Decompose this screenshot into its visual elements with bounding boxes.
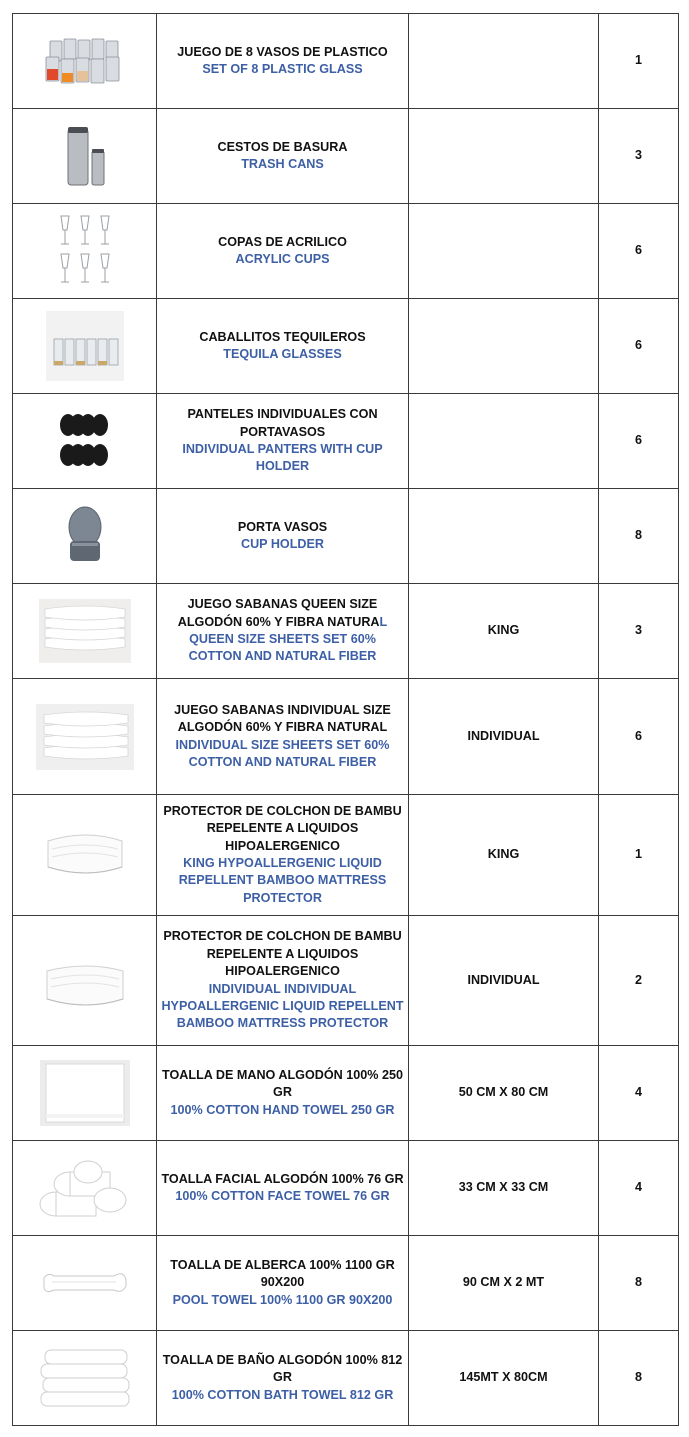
mattress-protector-individual-image bbox=[43, 959, 127, 1015]
image-cell bbox=[13, 299, 157, 394]
description-en: ACRYLIC CUPS bbox=[235, 252, 330, 266]
quantity-cell: 1 bbox=[599, 14, 679, 109]
size-cell bbox=[409, 299, 599, 394]
description-cell bbox=[157, 1331, 409, 1426]
quantity-cell: 3 bbox=[599, 584, 679, 679]
table-row bbox=[13, 1141, 679, 1236]
sheets-individual-image bbox=[36, 704, 134, 770]
description-cell bbox=[157, 679, 409, 795]
size-cell: 145MT X 80CM bbox=[409, 1331, 599, 1426]
quantity-cell: 8 bbox=[599, 1331, 679, 1426]
mattress-protector-king-image bbox=[44, 827, 126, 883]
description-en: TEQUILA GLASSES bbox=[223, 347, 342, 361]
description-cell bbox=[157, 109, 409, 204]
description-cell bbox=[157, 1141, 409, 1236]
image-cell bbox=[13, 679, 157, 795]
description-es: CESTOS DE BASURA bbox=[217, 139, 348, 154]
table-row bbox=[13, 299, 679, 394]
image-cell bbox=[13, 14, 157, 109]
quantity-cell: 6 bbox=[599, 204, 679, 299]
image-cell bbox=[13, 1331, 157, 1426]
table-row bbox=[13, 1236, 679, 1331]
inventory-table bbox=[12, 13, 679, 1426]
description-cell bbox=[157, 1046, 409, 1141]
description-en: 100% COTTON FACE TOWEL 76 GR bbox=[175, 1189, 390, 1203]
quantity-cell: 1 bbox=[599, 795, 679, 916]
size-cell bbox=[409, 394, 599, 489]
description-es: PORTA VASOS bbox=[237, 519, 328, 534]
table-row bbox=[13, 795, 679, 916]
size-cell: KING bbox=[409, 584, 599, 679]
image-cell bbox=[13, 489, 157, 584]
description-en: INDIVIDUAL PANTERS WITH CUP HOLDER bbox=[182, 442, 383, 474]
description-cell bbox=[157, 584, 409, 679]
size-cell: KING bbox=[409, 795, 599, 916]
quantity-cell: 4 bbox=[599, 1046, 679, 1141]
table-row bbox=[13, 679, 679, 795]
size-cell: INDIVIDUAL bbox=[409, 916, 599, 1046]
description-cell bbox=[157, 1236, 409, 1331]
sheets-queen-image bbox=[39, 599, 131, 663]
description-en: POOL TOWEL 100% 1100 GR 90X200 bbox=[172, 1292, 393, 1307]
hand-towel-image bbox=[40, 1060, 130, 1126]
image-cell bbox=[13, 1046, 157, 1141]
image-cell bbox=[13, 109, 157, 204]
description-es bbox=[161, 596, 404, 631]
trash-cans-image bbox=[60, 121, 110, 191]
quantity-cell: 6 bbox=[599, 299, 679, 394]
description-en: 100% COTTON BATH TOWEL 812 GR bbox=[171, 1387, 394, 1402]
size-cell bbox=[409, 204, 599, 299]
description-cell bbox=[157, 394, 409, 489]
image-cell bbox=[13, 795, 157, 916]
size-cell: 50 CM X 80 CM bbox=[409, 1046, 599, 1141]
quantity-cell: 3 bbox=[599, 109, 679, 204]
description-es: CABALLITOS TEQUILEROS bbox=[199, 329, 366, 344]
description-cell bbox=[157, 795, 409, 916]
quantity-cell: 6 bbox=[599, 679, 679, 795]
table-row bbox=[13, 394, 679, 489]
table-row bbox=[13, 489, 679, 584]
image-cell bbox=[13, 394, 157, 489]
description-cell bbox=[157, 489, 409, 584]
placemats-image bbox=[56, 411, 114, 471]
quantity-cell: 6 bbox=[599, 394, 679, 489]
description-es: TOALLA DE ALBERCA 100% 1100 GR 90X200 bbox=[170, 1257, 395, 1290]
image-cell bbox=[13, 1236, 157, 1331]
size-cell bbox=[409, 109, 599, 204]
table-row bbox=[13, 916, 679, 1046]
quantity-cell: 2 bbox=[599, 916, 679, 1046]
description-es: TOALLA DE BAÑO ALGODÓN 100% 812 GR bbox=[162, 1352, 403, 1385]
description-es: PANTELES INDIVIDUALES CON PORTAVASOS bbox=[187, 407, 378, 439]
description-en: QUEEN SIZE SHEETS SET 60% COTTON AND NATURAL FIBER bbox=[188, 632, 377, 664]
size-cell bbox=[409, 14, 599, 109]
image-cell bbox=[13, 916, 157, 1046]
description-cell bbox=[157, 916, 409, 1046]
description-en: INDIVIDUAL INDIVIDUAL HYPOALLERGENIC LIQUID REPELLENT BAMBOO MATTRESS PROTECTOR bbox=[161, 981, 404, 1031]
image-cell bbox=[13, 1141, 157, 1236]
description-es-main: JUEGO SABANAS QUEEN SIZE ALGODÓN 60% Y FIBRA NATURA bbox=[177, 597, 380, 629]
description-cell bbox=[157, 299, 409, 394]
size-cell: 33 CM X 33 CM bbox=[409, 1141, 599, 1236]
description-es: PROTECTOR DE COLCHON DE BAMBU REPELENTE A LIQUIDOS HIPOALERGENICO bbox=[163, 803, 402, 853]
table-row bbox=[13, 109, 679, 204]
description-en: SET OF 8 PLASTIC GLASS bbox=[202, 62, 363, 76]
quantity-cell: 8 bbox=[599, 1236, 679, 1331]
image-cell bbox=[13, 584, 157, 679]
description-es: TOALLA DE MANO ALGODÓN 100% 250 GR bbox=[162, 1067, 403, 1100]
table-row bbox=[13, 204, 679, 299]
cup-holder-image bbox=[62, 505, 108, 567]
size-cell bbox=[409, 489, 599, 584]
description-en: 100% COTTON HAND TOWEL 250 GR bbox=[170, 1102, 395, 1117]
description-en: KING HYPOALLERGENIC LIQUID REPELLENT BAMBOO MATTRESS PROTECTOR bbox=[178, 856, 387, 905]
description-cell bbox=[157, 204, 409, 299]
description-en: INDIVIDUAL SIZE SHEETS SET 60% COTTON AND NATURAL FIBER bbox=[175, 737, 390, 769]
description-es: TOALLA FACIAL ALGODÓN 100% 76 GR bbox=[161, 1171, 404, 1186]
description-es: JUEGO SABANAS INDIVIDUAL SIZE ALGODÓN 60% Y FIBRA NATURAL bbox=[174, 702, 391, 735]
description-en: TRASH CANS bbox=[241, 157, 324, 171]
table-row bbox=[13, 584, 679, 679]
bath-towel-image bbox=[35, 1344, 135, 1412]
description-es: PROTECTOR DE COLCHON DE BAMBU REPELENTE A LIQUIDOS HIPOALERGENICO bbox=[163, 929, 402, 979]
description-es: COPAS DE ACRILICO bbox=[218, 234, 347, 249]
description-en: CUP HOLDER bbox=[240, 537, 325, 551]
table-row bbox=[13, 14, 679, 109]
acrylic-cups-image bbox=[55, 212, 115, 290]
size-cell: 90 CM X 2 MT bbox=[409, 1236, 599, 1331]
pool-towel-image bbox=[40, 1268, 130, 1298]
tequila-glasses-image bbox=[46, 311, 124, 381]
table-row bbox=[13, 1046, 679, 1141]
size-cell: INDIVIDUAL bbox=[409, 679, 599, 795]
description-cell bbox=[157, 14, 409, 109]
image-cell bbox=[13, 204, 157, 299]
face-towel-image bbox=[36, 1154, 134, 1222]
description-es: JUEGO DE 8 VASOS DE PLASTICO bbox=[177, 44, 388, 59]
table-row bbox=[13, 1331, 679, 1426]
description-es-tail: L bbox=[379, 614, 388, 629]
quantity-cell: 4 bbox=[599, 1141, 679, 1236]
glasses-set-image bbox=[44, 35, 126, 87]
quantity-cell: 8 bbox=[599, 489, 679, 584]
